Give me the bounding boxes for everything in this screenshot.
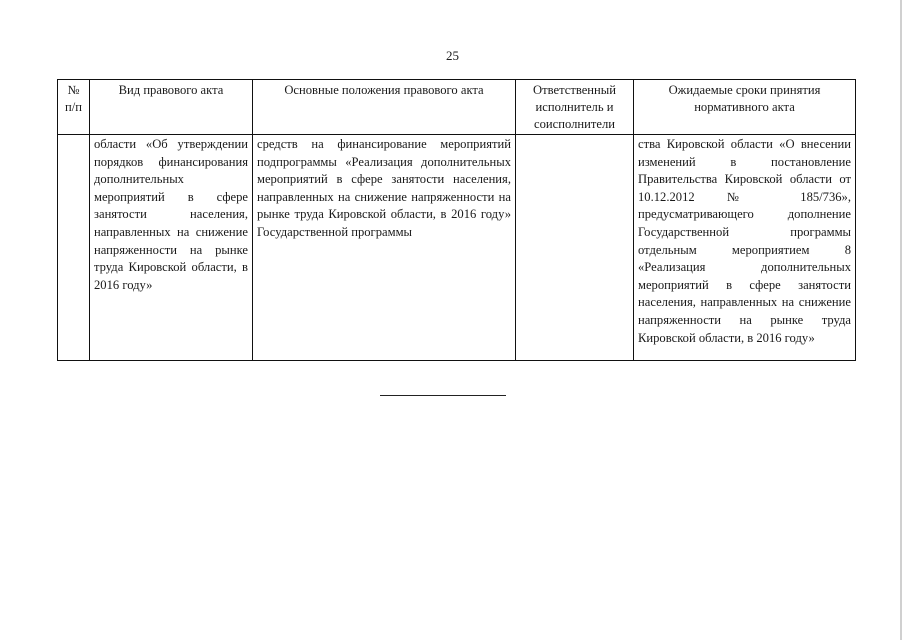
header-number: № п/п (58, 80, 90, 135)
page-edge (900, 0, 902, 640)
cell-number (58, 135, 90, 361)
header-provisions: Основные положения правового акта (253, 80, 516, 135)
header-executor: Ответственный исполнитель и соисполнители (516, 80, 634, 135)
cell-executor (516, 135, 634, 361)
header-deadline: Ожидаемые сроки принятия нормативного акта (634, 80, 856, 135)
table-header-row (58, 80, 856, 135)
end-divider (380, 395, 506, 396)
legal-acts-table (57, 79, 856, 361)
header-act-type: Вид правового акта (90, 80, 253, 135)
page-number: 25 (446, 48, 459, 63)
cell-act-type: области «Об утверждении порядков финансирования дополнительных мероприятий в сфере занятости населения, направленных на снижение напряженности на рынке труда Кировской области, в 2016 году» (90, 135, 253, 361)
table-row (58, 135, 856, 361)
cell-deadline: ства Кировской области «О внесении изменений в постановление Правительства Кировской области от 10.12.2012 № 185/736», предусматривающего дополнение Государственной программы отдельным мероприятием 8 «Реализация дополнительных мероприятий в сфере занятости населения, направленных на снижение напряженности на рынке труда Кировской области, в 2016 году» (634, 135, 856, 361)
cell-provisions: средств на финансирование мероприятий подпрограммы «Реализация дополнительных мероприятий в сфере занятости населения, направленных на снижение напряженности на рынке труда Кировской области, в 2016 году» Государственной программы (253, 135, 516, 361)
